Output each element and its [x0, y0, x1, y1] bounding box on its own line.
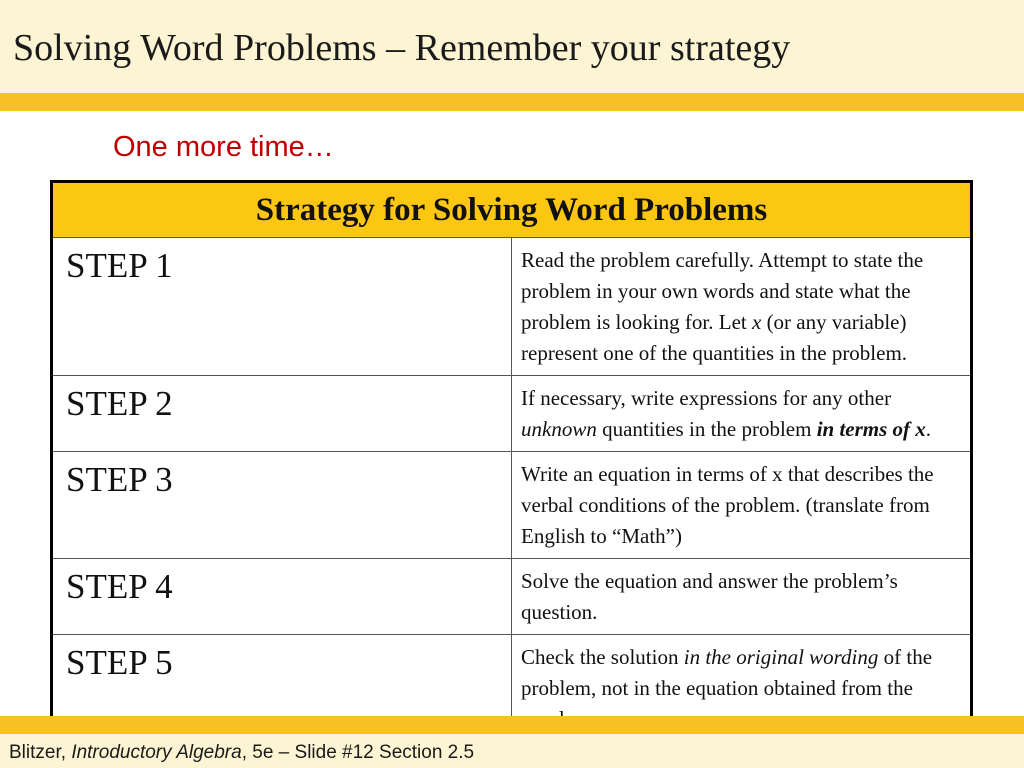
description-segment: in terms of x [816, 417, 926, 441]
step-label: STEP 4 [52, 559, 512, 635]
table-row [52, 238, 972, 376]
step-description [512, 238, 972, 376]
step-label: STEP 5 [52, 635, 512, 743]
step-description [512, 376, 972, 452]
step-description [512, 452, 972, 559]
title-accent-bar [0, 93, 1024, 111]
footer-slide-info: , 5e – Slide #12 Section 2.5 [241, 742, 475, 763]
strategy-table [50, 180, 973, 744]
table-row [52, 376, 972, 452]
description-segment: x [751, 310, 762, 334]
table-heading: Strategy for Solving Word Problems [52, 182, 972, 238]
step-label: STEP 3 [52, 452, 512, 559]
description-segment: unknown [521, 417, 597, 441]
description-segment: quantities in the problem [596, 417, 817, 441]
slide-subtitle: One more time… [113, 131, 334, 163]
description-segment: in the original wording [683, 645, 879, 669]
steps-body [52, 238, 972, 743]
description-segment: Write an equation in terms of x that describes the verbal conditions of the problem. (translate from English to “Math”) [521, 462, 934, 548]
footer-citation [9, 742, 474, 764]
description-segment: Check the solution [521, 645, 684, 669]
description-segment: If necessary, write expressions for any other [521, 386, 892, 410]
table-row [52, 452, 972, 559]
description-segment: of the problem, not in the equation obtained from the [521, 645, 933, 700]
footer-book-title: Introductory Algebra [71, 742, 242, 763]
description-segment: Solve the equation and answer the problem’s question. [521, 569, 898, 624]
description-segment: (or any variable) represent one of the quantities in the problem. [521, 310, 908, 365]
table-header-row [52, 182, 972, 238]
table-row [52, 559, 972, 635]
footer-accent-bar [0, 716, 1024, 734]
footer-author: Blitzer, [9, 742, 72, 763]
step-label: STEP 1 [52, 238, 512, 376]
description-segment: Read the problem carefully. Attempt to state the problem in your own words and state what the problem is looking for. Let [521, 248, 924, 334]
description-segment: . [925, 417, 932, 441]
step-label: STEP 2 [52, 376, 512, 452]
slide-title: Solving Word Problems – Remember your strategy [13, 27, 791, 69]
step-description [512, 559, 972, 635]
